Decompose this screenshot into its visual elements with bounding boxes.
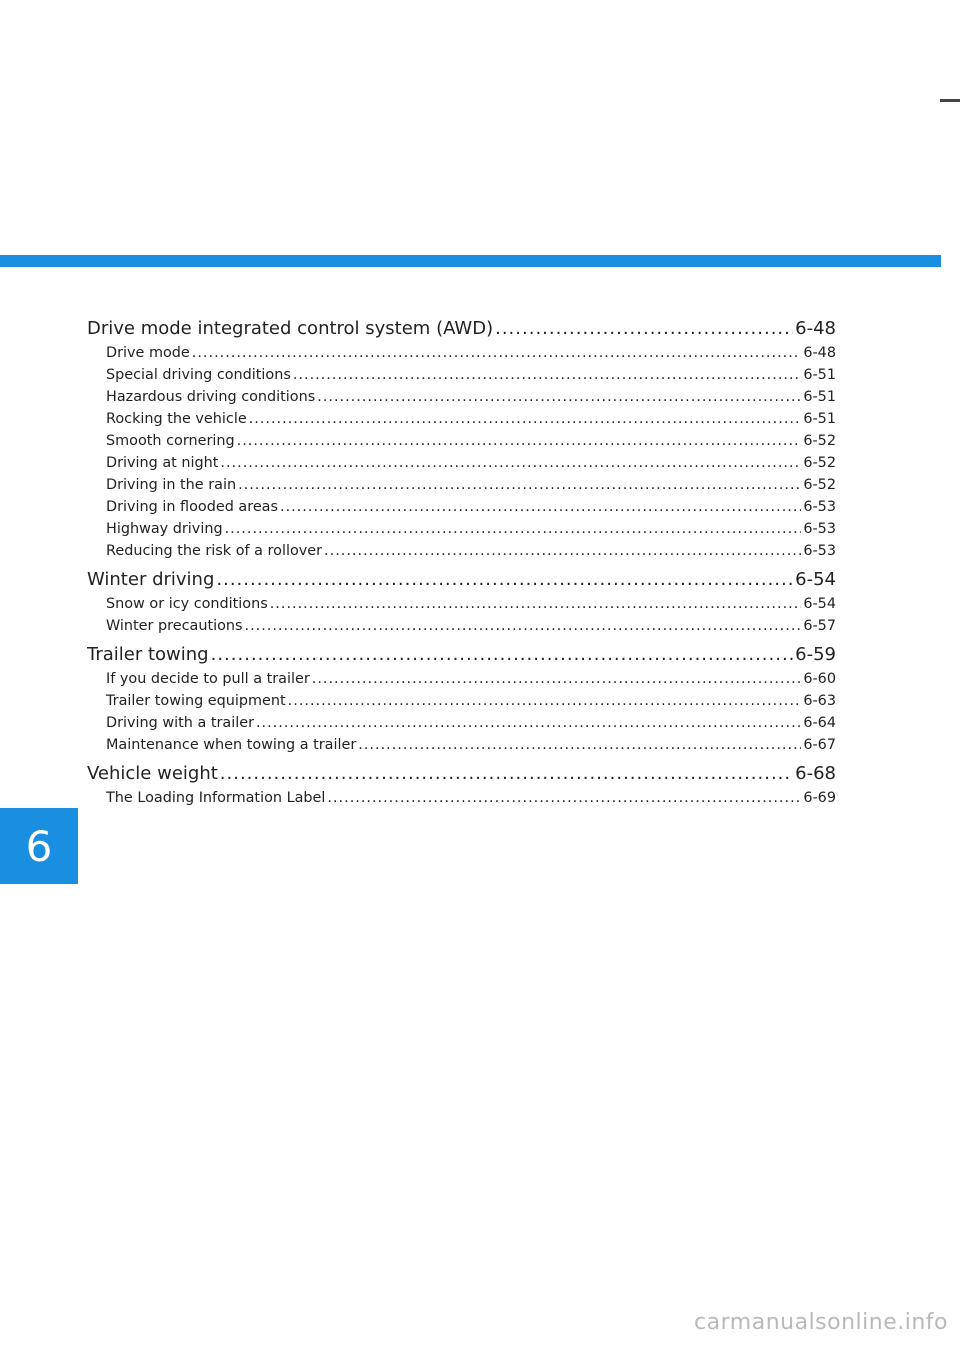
- chapter-tab: [0, 808, 78, 884]
- toc-sub-entry[interactable]: [87, 408, 836, 430]
- toc-sub-page: 6-57: [803, 618, 836, 634]
- toc-sub-entry[interactable]: [87, 386, 836, 408]
- dot-leader: [327, 787, 801, 809]
- toc-main-title: Trailer towing: [87, 644, 209, 665]
- table-of-contents: [87, 316, 836, 814]
- toc-sub-page: 6-52: [803, 433, 836, 449]
- toc-sub-title: The Loading Information Label: [106, 790, 326, 806]
- toc-sub-title: Highway driving: [106, 521, 223, 537]
- toc-sub-page: 6-53: [803, 499, 836, 515]
- toc-sub-title: Maintenance when towing a trailer: [106, 737, 357, 753]
- toc-sub-page: 6-54: [803, 596, 836, 612]
- toc-main-entry[interactable]: [87, 316, 836, 342]
- dot-leader: [238, 474, 801, 496]
- toc-sub-title: Driving in flooded areas: [106, 499, 278, 515]
- toc-sub-page: 6-63: [803, 693, 836, 709]
- toc-main-page: 6-68: [795, 763, 836, 784]
- toc-sub-title: Smooth cornering: [106, 433, 235, 449]
- toc-sub-page: 6-48: [803, 345, 836, 361]
- dot-leader: [249, 408, 802, 430]
- toc-sub-entry[interactable]: [87, 615, 836, 637]
- toc-sub-page: 6-53: [803, 543, 836, 559]
- toc-sub-entry[interactable]: [87, 787, 836, 809]
- toc-sub-page: 6-67: [803, 737, 836, 753]
- toc-sub-page: 6-51: [803, 367, 836, 383]
- toc-main-page: 6-48: [795, 318, 836, 339]
- toc-sub-page: 6-69: [803, 790, 836, 806]
- page-edge-mark: [940, 99, 960, 102]
- toc-sub-entry[interactable]: [87, 342, 836, 364]
- toc-sub-entry[interactable]: [87, 540, 836, 562]
- toc-main-entry[interactable]: [87, 642, 836, 668]
- dot-leader: [225, 518, 802, 540]
- toc-sub-entry[interactable]: [87, 430, 836, 452]
- toc-sub-page: 6-51: [803, 411, 836, 427]
- toc-sub-entry[interactable]: [87, 364, 836, 386]
- toc-sub-title: Trailer towing equipment: [106, 693, 286, 709]
- dot-leader: [288, 690, 802, 712]
- toc-sub-page: 6-53: [803, 521, 836, 537]
- toc-sub-entry[interactable]: [87, 452, 836, 474]
- toc-sub-title: Drive mode: [106, 345, 190, 361]
- header-accent-bar: [0, 255, 941, 267]
- toc-sub-title: Driving at night: [106, 455, 219, 471]
- toc-sub-title: Snow or icy conditions: [106, 596, 268, 612]
- toc-sub-title: Driving in the rain: [106, 477, 237, 493]
- toc-sub-page: 6-52: [803, 455, 836, 471]
- toc-sub-entry[interactable]: [87, 712, 836, 734]
- dot-leader: [324, 540, 801, 562]
- chapter-number: 6: [25, 821, 53, 871]
- toc-main-title: Winter driving: [87, 569, 215, 590]
- toc-sub-page: 6-52: [803, 477, 836, 493]
- dot-leader: [211, 642, 794, 668]
- toc-main-page: 6-59: [795, 644, 836, 665]
- toc-sub-title: Rocking the vehicle: [106, 411, 247, 427]
- toc-sub-entry[interactable]: [87, 690, 836, 712]
- toc-main-title: Vehicle weight: [87, 763, 218, 784]
- dot-leader: [280, 496, 801, 518]
- toc-sub-title: If you decide to pull a trailer: [106, 671, 310, 687]
- dot-leader: [293, 364, 801, 386]
- toc-sub-entry[interactable]: [87, 734, 836, 756]
- dot-leader: [192, 342, 802, 364]
- toc-sub-title: Driving with a trailer: [106, 715, 254, 731]
- toc-sub-title: Hazardous driving conditions: [106, 389, 316, 405]
- toc-sub-page: 6-64: [803, 715, 836, 731]
- dot-leader: [237, 430, 802, 452]
- toc-sub-entry[interactable]: [87, 496, 836, 518]
- toc-section: [87, 316, 836, 562]
- dot-leader: [256, 712, 801, 734]
- toc-sub-title: Reducing the risk of a rollover: [106, 543, 323, 559]
- toc-section: [87, 642, 836, 756]
- toc-section: [87, 761, 836, 809]
- toc-sub-title: Winter precautions: [106, 618, 243, 634]
- toc-sub-entry[interactable]: [87, 668, 836, 690]
- dot-leader: [245, 615, 802, 637]
- toc-main-page: 6-54: [795, 569, 836, 590]
- dot-leader: [216, 567, 793, 593]
- toc-sub-entry[interactable]: [87, 518, 836, 540]
- toc-sub-title: Special driving conditions: [106, 367, 291, 383]
- dot-leader: [358, 734, 801, 756]
- toc-sub-entry[interactable]: [87, 593, 836, 615]
- dot-leader: [220, 761, 793, 787]
- toc-sub-entry[interactable]: [87, 474, 836, 496]
- toc-sub-page: 6-60: [803, 671, 836, 687]
- dot-leader: [317, 386, 801, 408]
- toc-main-title: Drive mode integrated control system (AWD): [87, 318, 494, 339]
- dot-leader: [220, 452, 801, 474]
- watermark-site: carmanualsonline.info: [694, 1310, 948, 1335]
- toc-sub-page: 6-51: [803, 389, 836, 405]
- dot-leader: [495, 316, 793, 342]
- toc-main-entry[interactable]: [87, 761, 836, 787]
- dot-leader: [312, 668, 802, 690]
- toc-main-entry[interactable]: [87, 567, 836, 593]
- toc-section: [87, 567, 836, 637]
- dot-leader: [270, 593, 802, 615]
